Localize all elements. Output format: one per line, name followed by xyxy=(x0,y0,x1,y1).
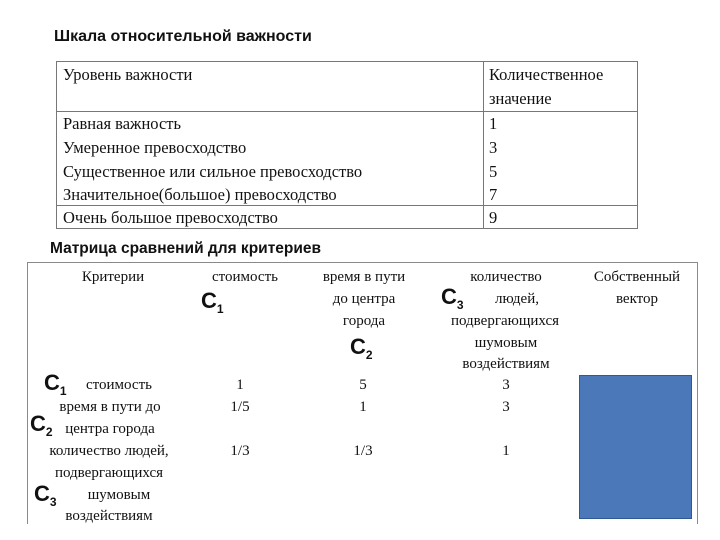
matrix-title: Матрица сравнений для критериев xyxy=(50,240,322,257)
scale-row-value: 7 xyxy=(489,185,498,204)
row2-label-line2: центра города xyxy=(65,421,155,437)
row1-value-c3: 3 xyxy=(502,377,510,393)
matrix-left-rule xyxy=(27,262,28,524)
row3-label-line1: количество людей, xyxy=(49,443,169,459)
row1-value-c2: 5 xyxy=(359,377,367,393)
row3-label-line4: воздействиям xyxy=(65,508,153,524)
matrix-header-c2-line1: время в пути xyxy=(322,269,406,285)
scale-row-level: Существенное или сильное превосходство xyxy=(63,162,363,181)
header-value-line2: значение xyxy=(489,89,552,108)
column-divider xyxy=(483,62,484,228)
eigenvector-box xyxy=(579,375,692,519)
scale-row-value: 9 xyxy=(489,208,498,227)
row3-c3-symbol-icon: $C_3$ xyxy=(34,481,57,509)
row2-value-c3: 3 xyxy=(502,399,510,415)
c2-symbol-icon: $C_2$ xyxy=(350,334,373,362)
scale-row-value: 1 xyxy=(489,114,498,133)
scale-table-title: Шкала относительной важности xyxy=(54,28,312,45)
matrix-right-rule xyxy=(697,262,698,524)
header-level: Уровень важности xyxy=(63,65,193,84)
row2-c2-symbol-icon: $C_2$ xyxy=(30,411,53,439)
matrix-header-c3-line1: количество xyxy=(470,269,542,285)
row3-value-c2: 1/3 xyxy=(353,443,373,459)
row3-value-c1: 1/3 xyxy=(230,443,250,459)
row3-value-c3: 1 xyxy=(502,443,510,459)
matrix-header-vector-line1: Собственный xyxy=(593,269,681,285)
scale-row-level: Значительное(большое) превосходство xyxy=(63,185,337,204)
c3-symbol-icon: $C_3$ xyxy=(441,284,464,312)
row3-label-line2: подвергающихся xyxy=(54,465,164,481)
row1-value-c1: 1 xyxy=(236,377,244,393)
scale-row-level: Очень большое превосходство xyxy=(63,208,278,227)
matrix-header-c3-line5: воздействиям xyxy=(462,356,550,372)
row2-value-c2: 1 xyxy=(359,399,367,415)
matrix-header-criteria: Критерии xyxy=(81,269,145,285)
row2-value-c1: 1/5 xyxy=(230,399,250,415)
matrix-header-vector-line2: вектор xyxy=(615,291,659,307)
matrix-header-c3-line2: людей, xyxy=(495,291,539,307)
matrix-top-rule xyxy=(27,262,697,263)
matrix-header-c1: стоимость xyxy=(212,269,278,285)
matrix-header-c3-line4: шумовым xyxy=(474,335,538,351)
scale-row-value: 3 xyxy=(489,138,498,157)
row1-c1-symbol-icon: $C_1$ xyxy=(44,370,67,398)
row2-label-line1: время в пути до xyxy=(59,399,161,415)
row3-label-line3: шумовым xyxy=(87,487,151,503)
row1-label: стоимость xyxy=(86,377,152,393)
scale-row-value: 5 xyxy=(489,162,498,181)
header-value-line1: Количественное xyxy=(489,65,604,84)
matrix-header-c2-line3: города xyxy=(342,313,386,329)
scale-row-level: Равная важность xyxy=(63,114,182,133)
importance-scale-table xyxy=(56,61,638,229)
matrix-header-c2-line2: до центра xyxy=(332,291,396,307)
matrix-header-c3-line3: подвергающихся xyxy=(450,313,560,329)
c1-symbol-icon: $C_1$ xyxy=(201,288,224,316)
scale-row-level: Умеренное превосходство xyxy=(63,138,247,157)
